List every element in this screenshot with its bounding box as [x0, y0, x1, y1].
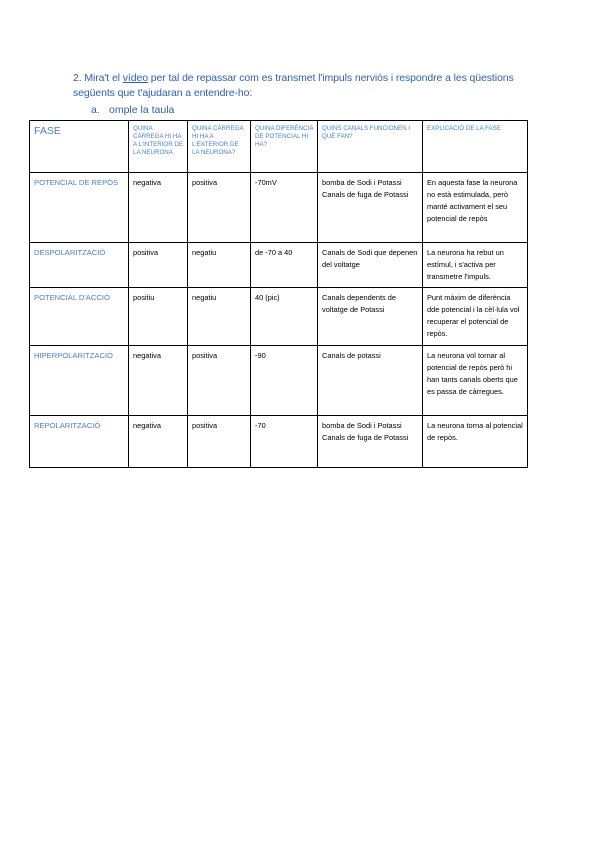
- cell-fase: DESPOLARITZACIÓ: [30, 243, 129, 288]
- cell-interior: negativa: [129, 173, 188, 243]
- cell-explicacio: En aquesta fase la neurona no està estimulada, però manté activament el seu potencial de repòs: [423, 173, 528, 243]
- cell-canals: bomba de Sodi i Potassi Canals de fuga de Potassi: [318, 416, 423, 468]
- cell-interior: negativa: [129, 346, 188, 416]
- cell-diferencia: -70: [251, 416, 318, 468]
- table-row: [30, 346, 528, 416]
- video-link[interactable]: vídeo: [122, 72, 148, 84]
- question-text: [73, 71, 543, 101]
- question-text-before-link: Mira't el: [84, 72, 120, 84]
- header-diferencia-potencial: QUINA DIFERÈNCIA DE POTENCIAL HI HA?: [251, 121, 318, 173]
- cell-diferencia: -70mV: [251, 173, 318, 243]
- cell-exterior: positiva: [188, 346, 251, 416]
- table-row: [30, 288, 528, 346]
- header-canals: QUINS CANALS FUNCIONEN I QUÈ FAN?: [318, 121, 423, 173]
- cell-explicacio: La neurona torna al potencial de repòs.: [423, 416, 528, 468]
- question-text-after-link: per tal de repassar com es transmet l'impuls nerviós i respondre a les qüestions següents que t'ajudaran a entendre-ho:: [73, 72, 514, 99]
- cell-interior: positiu: [129, 288, 188, 346]
- cell-canals: Canals dependents de voltatge de Potassi: [318, 288, 423, 346]
- cell-interior: negativa: [129, 416, 188, 468]
- cell-explicacio: La neurona vol tornar al potencial de repòs però hi han tants canals oberts que es passa de càrregues.: [423, 346, 528, 416]
- cell-fase: POTENCIAL D'ACCIÓ: [30, 288, 129, 346]
- cell-fase: POTENCIAL DE REPÒS: [30, 173, 129, 243]
- cell-canals: Canals de potassi: [318, 346, 423, 416]
- cell-exterior: negatiu: [188, 243, 251, 288]
- subitem-letter: a.: [91, 104, 100, 116]
- header-carrega-exterior: QUINA CÀRREGA HI HA A L'EXTERIOR DE LA NEURONA?: [188, 121, 251, 173]
- table-row: [30, 173, 528, 243]
- cell-fase: HIPERPOLARITZACIÓ: [30, 346, 129, 416]
- cell-canals: Canals de Sodi que depenen del voltatge: [318, 243, 423, 288]
- header-carrega-interior: QUINA CÀRREGA HI HA A L'INTERIOR DE LA NEURONA: [129, 121, 188, 173]
- subitem-a: [91, 104, 174, 116]
- question-number: 2.: [73, 72, 82, 84]
- cell-exterior: negatiu: [188, 288, 251, 346]
- phases-table: [29, 120, 528, 468]
- cell-diferencia: de -70 a 40: [251, 243, 318, 288]
- table-header-row: [30, 121, 528, 173]
- table-row: [30, 416, 528, 468]
- cell-diferencia: -90: [251, 346, 318, 416]
- cell-interior: positiva: [129, 243, 188, 288]
- cell-exterior: positiva: [188, 173, 251, 243]
- cell-explicacio: La neurona ha rebut un estímul, i s'activa per transmetre l'impuls.: [423, 243, 528, 288]
- cell-diferencia: 40 (pic): [251, 288, 318, 346]
- cell-exterior: positiva: [188, 416, 251, 468]
- subitem-text: omple la taula: [109, 104, 175, 116]
- header-fase: FASE: [30, 121, 129, 173]
- table-row: [30, 243, 528, 288]
- cell-explicacio: Punt màxim de diferència dde potencial i la cèl·lula vol recuperar el potencial de repòs.: [423, 288, 528, 346]
- header-explicacio: EXPLICACIÓ DE LA FASE: [423, 121, 528, 173]
- cell-fase: REPOLARITZACIÓ: [30, 416, 129, 468]
- cell-canals: bomba de Sodi i Potassi Canals de fuga de Potassi: [318, 173, 423, 243]
